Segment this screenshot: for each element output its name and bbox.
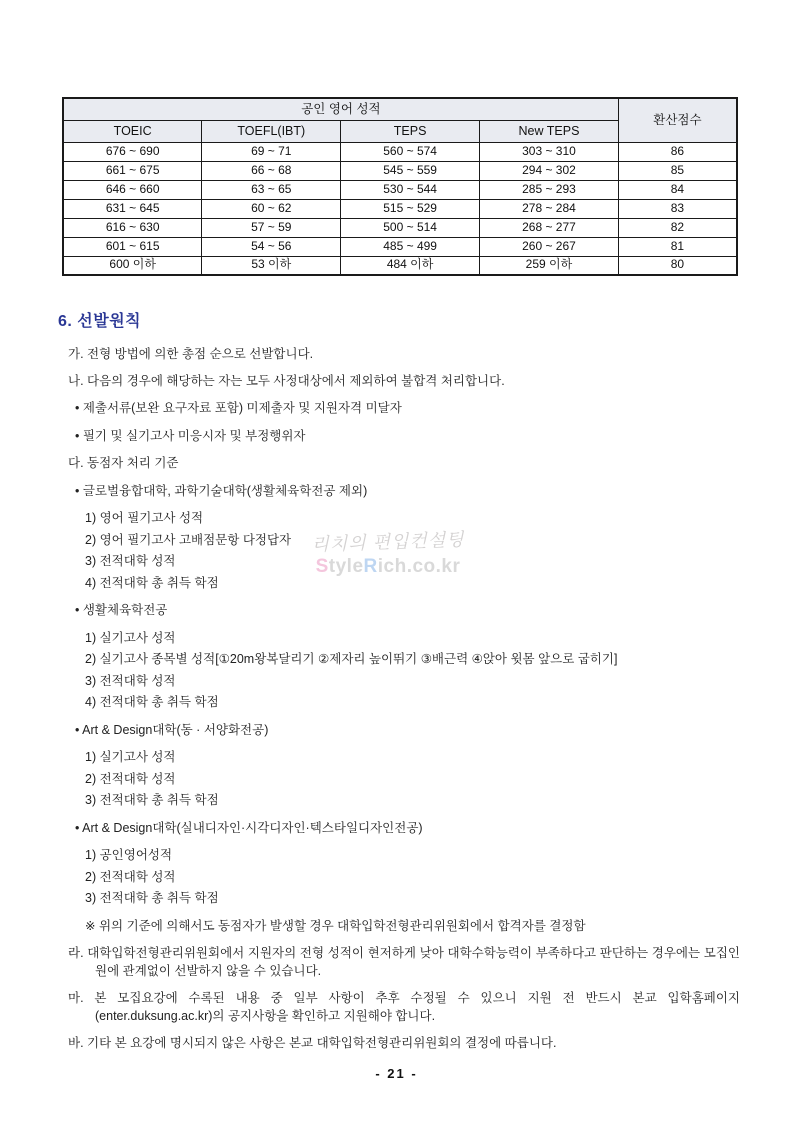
section-title: 6. 선발원칙 [58,313,142,330]
table-row [63,161,737,180]
line-num: 1) 실기고사 성적 [85,630,176,645]
column-header: TEPS [341,120,480,142]
table-cell: 484 이하 [341,256,480,275]
table-group-header-row [63,98,737,120]
line-num: 2) 실기고사 종목별 성적[①20m왕복달리기 ②제자리 높이뛰기 ③배근력 ④앉아 윗몸 앞으로 굽히기] [85,652,618,666]
score-table [62,97,738,276]
table-cell: 66 ~ 68 [202,161,341,180]
line-hang: 마. 본 모집요강에 수록된 내용 중 일부 사항이 추후 수정될 수 있으니 지원 전 반드시 본교 입학홈페이지 (enter.duksung.ac.kr)의 공지사항을 확인하고 지원해야 합니다. [68,991,740,1023]
page-number: - 21 - [375,1066,418,1081]
column-header: New TEPS [480,120,619,142]
line-num: 4) 전적대학 총 취득 학점 [85,575,219,590]
table-cell: 485 ~ 499 [341,237,480,256]
table-cell: 601 ~ 615 [63,237,202,256]
table-cell: 259 이하 [480,256,619,275]
table-cell: 268 ~ 277 [480,218,619,237]
table-row [63,199,737,218]
line-hang: 라. 대학입학전형관리위원회에서 지원자의 전형 성적이 현저하게 낮아 대학수학능력이 부족하다고 판단하는 경우에는 모집인원에 관계없이 선발하지 않을 수 있습니다. [68,946,740,978]
column-header: TOEIC [63,120,202,142]
line-num: 3) 전적대학 성적 [85,554,176,568]
line-bullet: • 글로벌융합대학, 과학기술대학(생활체육학전공 제외) [75,483,368,498]
table-cell: 81 [618,237,737,256]
table-row [63,218,737,237]
table-cell: 676 ~ 690 [63,142,202,161]
line-num: 4) 전적대학 총 취득 학점 [85,695,219,709]
table-cell: 560 ~ 574 [341,142,480,161]
table-cell: 63 ~ 65 [202,180,341,199]
table-cell: 86 [618,142,737,161]
table-cell: 85 [618,161,737,180]
table-cell: 530 ~ 544 [341,180,480,199]
line-bullet: • 필기 및 실기고사 미응시자 및 부정행위자 [75,428,306,443]
table-row [63,142,737,161]
line-num: 3) 전적대학 성적 [85,673,176,688]
line-num: 1) 영어 필기고사 성적 [85,511,204,525]
section-selection-principles [58,308,740,1062]
watermark-brand-s: S [315,556,329,577]
table-cell: 515 ~ 529 [341,199,480,218]
english-score-conversion-table [62,97,738,276]
converted-score-header-cell: 환산점수 [618,98,737,142]
table-cell: 83 [618,199,737,218]
column-header: TOEFL(IBT) [202,120,341,142]
line-ga: 다. 동점자 처리 기준 [68,456,179,470]
table-cell: 303 ~ 310 [480,142,619,161]
watermark-brand-rest: ich.co.kr [377,556,461,577]
line-num: 2) 영어 필기고사 고배점문항 다정답자 [85,532,292,547]
table-cell: 294 ~ 302 [480,161,619,180]
table-cell: 60 ~ 62 [202,199,341,218]
table-cell: 80 [618,256,737,275]
line-num: 2) 전적대학 성적 [85,869,176,884]
watermark-brand-tyle: tyle [328,556,364,577]
table-cell: 54 ~ 56 [202,237,341,256]
group-header-cell: 공인 영어 성적 [63,98,618,120]
line-bullet: • Art & Design대학(실내디자인·시각디자인·텍스타일디자인전공) [75,820,423,835]
table-cell: 82 [618,218,737,237]
line-ga: 가. 전형 방법에 의한 총점 순으로 선발합니다. [68,347,314,361]
line-num: 3) 전적대학 총 취득 학점 [85,891,219,905]
line-bullet: • Art & Design대학(동 · 서양화전공) [75,722,269,737]
table-cell: 500 ~ 514 [341,218,480,237]
line-num: 2) 전적대학 성적 [85,771,176,786]
table-cell: 661 ~ 675 [63,161,202,180]
table-cell: 616 ~ 630 [63,218,202,237]
line-num: 3) 전적대학 총 취득 학점 [85,793,219,807]
table-row [63,180,737,199]
line-bullet: • 제출서류(보완 요구자료 포함) 미제출자 및 지원자격 미달자 [75,401,402,415]
line-bullet: • 생활체육학전공 [75,603,168,617]
line-num: 1) 공인영어성적 [85,848,173,862]
table-cell: 600 이하 [63,256,202,275]
table-row [63,256,737,275]
table-row [63,237,737,256]
table-cell: 646 ~ 660 [63,180,202,199]
table-body [63,142,737,275]
table-cell: 545 ~ 559 [341,161,480,180]
line-num: 1) 실기고사 성적 [85,750,176,764]
table-cell: 278 ~ 284 [480,199,619,218]
watermark-script-text: 리치의 편입컨설팅 [311,529,465,555]
table-cell: 631 ~ 645 [63,199,202,218]
table-cell: 260 ~ 267 [480,237,619,256]
line-note: ※ 위의 기준에 의해서도 동점자가 발생할 경우 대학입학전형관리위원회에서 합격자를 결정함 [85,918,586,933]
table-cell: 57 ~ 59 [202,218,341,237]
table-cell: 69 ~ 71 [202,142,341,161]
line-ga: 나. 다음의 경우에 해당하는 자는 모두 사정대상에서 제외하여 불합격 처리합니다. [68,373,505,388]
table-cell: 285 ~ 293 [480,180,619,199]
table-cell: 53 이하 [202,256,341,275]
section-body [58,346,740,1053]
table-cell: 84 [618,180,737,199]
watermark-brand-r: R [363,556,378,577]
line-ga: 바. 기타 본 요강에 명시되지 않은 사항은 본교 대학입학전형관리위원회의 결정에 따릅니다. [68,1036,557,1050]
